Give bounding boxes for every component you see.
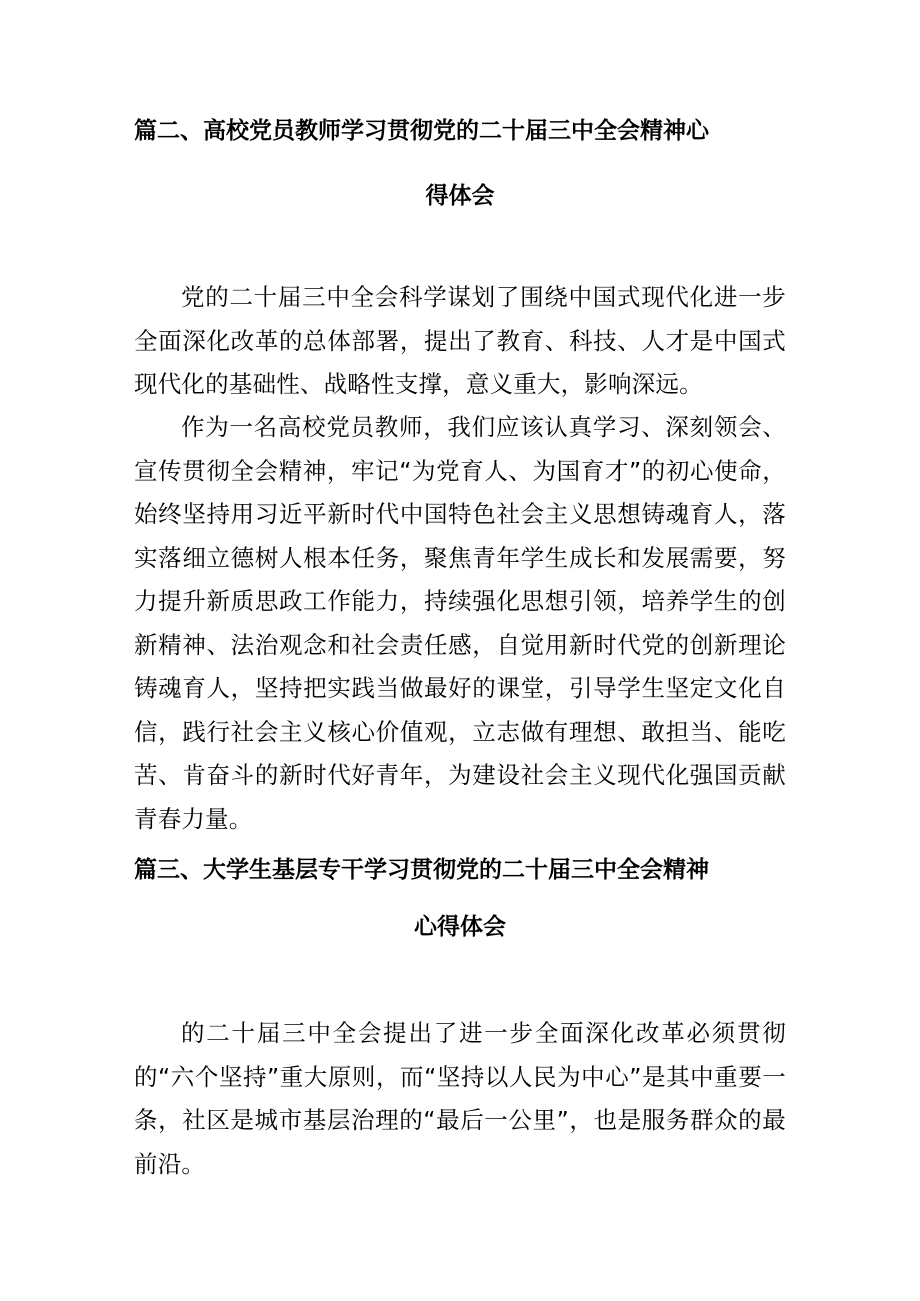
section-heading-line2: 心得体会	[414, 914, 506, 940]
section-heading-line1: 篇二、高校党员教师学习贯彻党的二十届三中全会精神心	[134, 118, 709, 144]
section-heading-line2: 得体会	[425, 183, 495, 209]
paragraph: 的二十届三中全会提出了进一步全面深化改革必须贯彻的“六个坚持”重大原则，而“坚持以人民为中心”是其中重要一条，社区是城市基层治理的“最后一公里”，也是服务群众的最前沿。	[134, 1019, 786, 1178]
paragraph: 作为一名高校党员教师，我们应该认真学习、深刻领会、宣传贯彻全会精神，牢记“为党育人、为国育才”的初心使命，始终坚持用习近平新时代中国特色社会主义思想铸魂育人，落实落细立德树人根本任务，聚焦青年学生成长和发展需要，努力提升新质思政工作能力，持续强化思想引领，培养学生的创新精神、法治观念和社会责任感，自觉用新时代党的创新理论铸魂育人，坚持把实践当做最好的课堂，引导学生坚定文化自信，践行社会主义核心价值观，立志做有理想、敢担当、能吃苦、肯奋斗的新时代好青年，为建设社会主义现代化强国贡献青春力量。	[134, 413, 786, 833]
section-heading-line1: 篇三、大学生基层专干学习贯彻党的二十届三中全会精神	[134, 857, 709, 883]
paragraph: 党的二十届三中全会科学谋划了围绕中国式现代化进一步全面深化改革的总体部署，提出了教育、科技、人才是中国式现代化的基础性、战略性支撑，意义重大，影响深远。	[134, 283, 786, 398]
